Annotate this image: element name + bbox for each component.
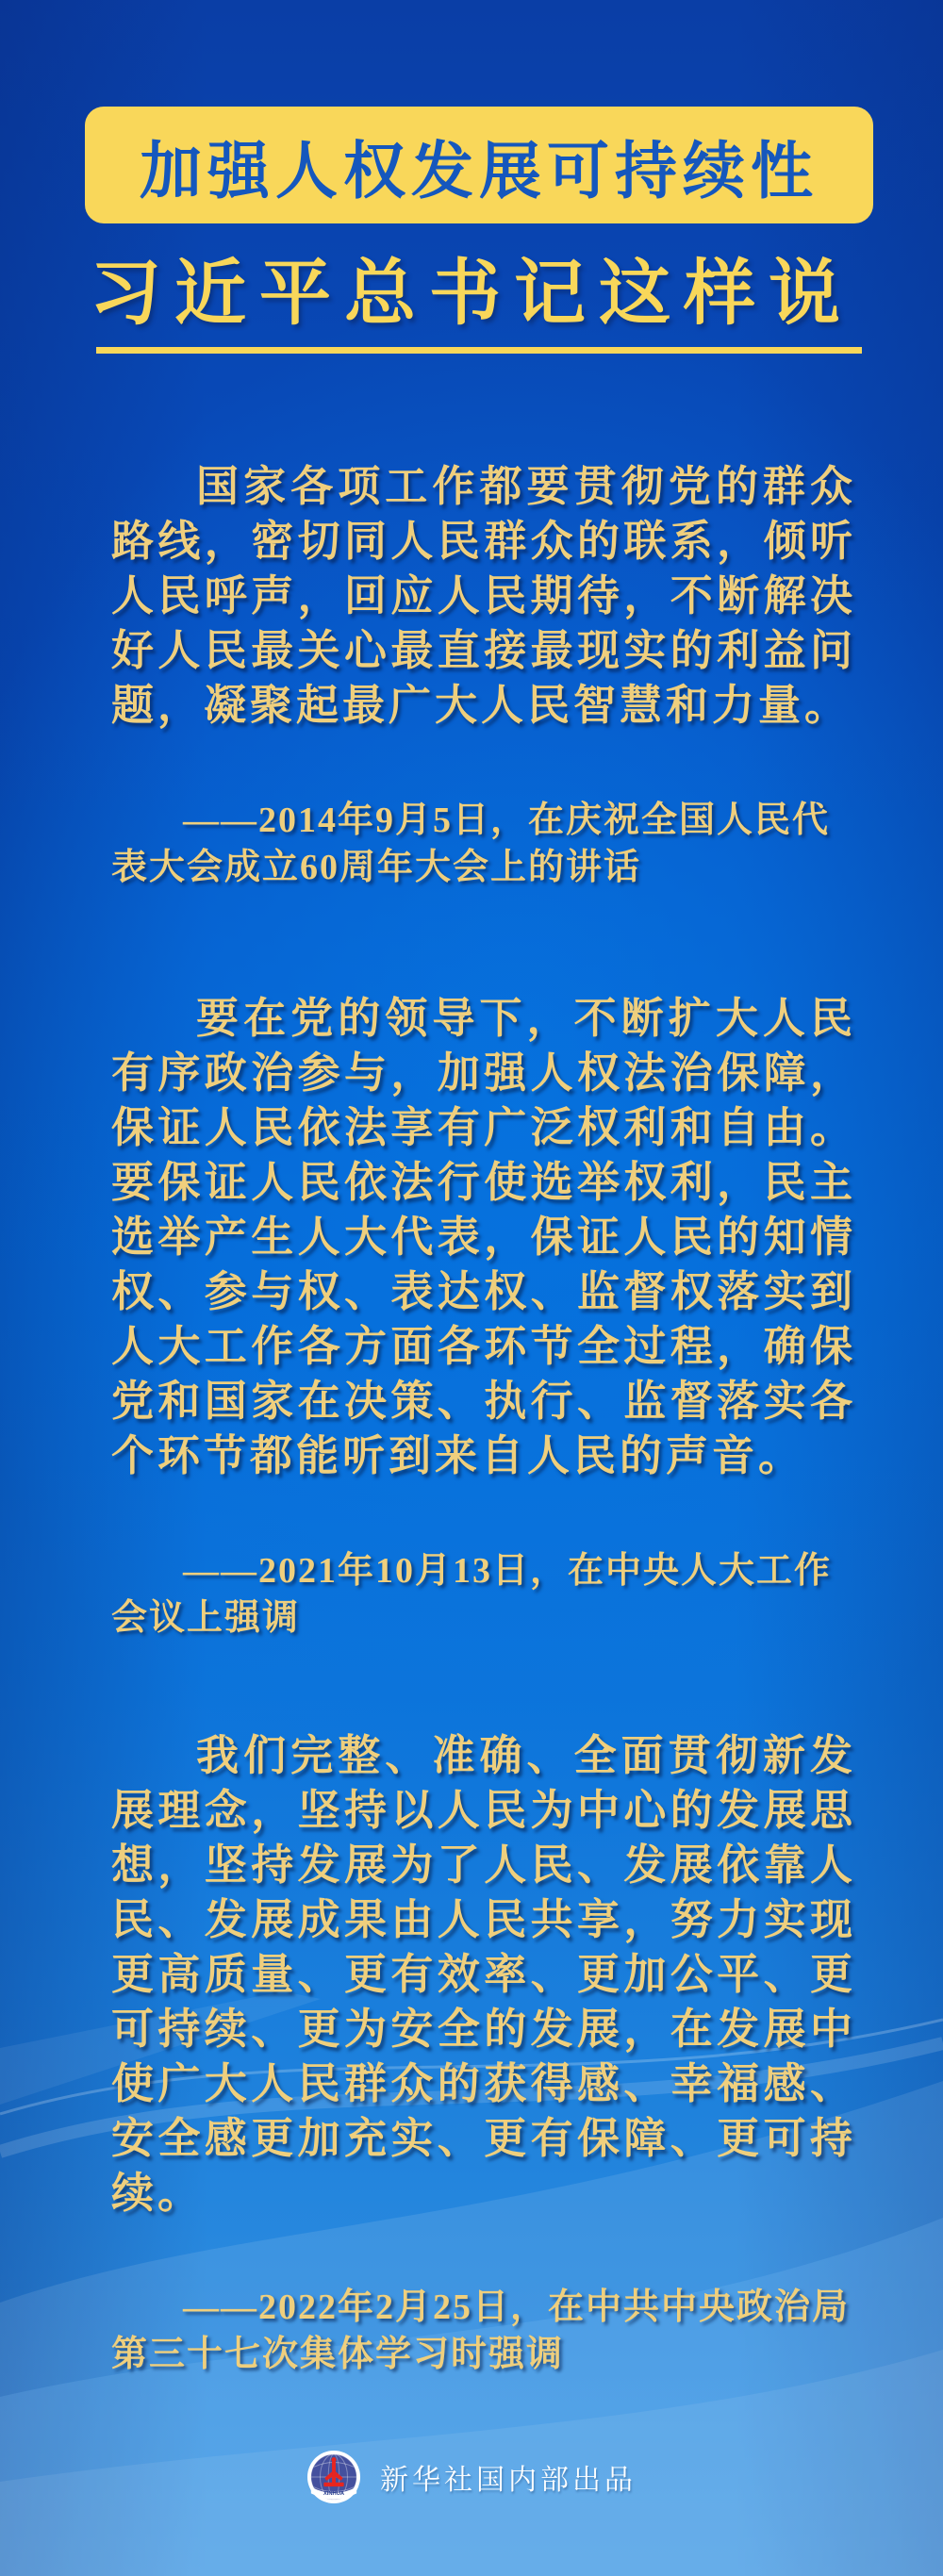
footer-credit: 新华社国内部出品 <box>380 2465 637 2496</box>
poster-subtitle: 习近平总书记这样说 <box>90 253 853 334</box>
xinhua-logo-icon <box>306 2450 361 2504</box>
title-banner <box>85 107 873 223</box>
quote-source: ——2021年10月13日，在中央人大工作会议上强调 <box>111 1551 833 1638</box>
logo-banner-text: XINHUA <box>323 2490 345 2497</box>
quote-paragraph: 我们完整、准确、全面贯彻新发展理念，坚持以人民为中心的发展思想，坚持发展为了人民、发展依靠人民、发展成果由人民共享，努力实现更高质量、更有效率、更加公平、更可持续、更为安全的发展，在发展中使广大人民群众的获得感、幸福感、安全感更加充实、更有保障、更可持续。 <box>111 1732 856 2217</box>
quote-source: ——2014年9月5日，在庆祝全国人民代表大会成立60周年大会上的讲话 <box>111 801 831 887</box>
quote-paragraph: 要在党的领导下，不断扩大人民有序政治参与，加强人权法治保障，保证人民依法享有广泛权利和自由。要保证人民依法行使选举权利，民主选举产生人大代表，保证人民的知情权、参与权、表达权、监督权落实到人大工作各方面各环节全过程，确保党和国家在决策、执行、监督落实各个环节都能听到来自人民的声音。 <box>111 995 856 1479</box>
title-underline <box>96 347 862 354</box>
poster-title: 加强人权发展可持续性 <box>140 135 819 206</box>
quote-paragraph: 国家各项工作都要贯彻党的群众路线，密切同人民群众的联系，倾听人民呼声，回应人民期待，不断解决好人民最关心最直接最现实的利益问题，凝聚起最广大人民智慧和力量。 <box>111 463 856 729</box>
footer <box>0 2444 943 2510</box>
quote-source: ——2022年2月25日，在中共中央政治局第三十七次集体学习时强调 <box>111 2287 851 2374</box>
